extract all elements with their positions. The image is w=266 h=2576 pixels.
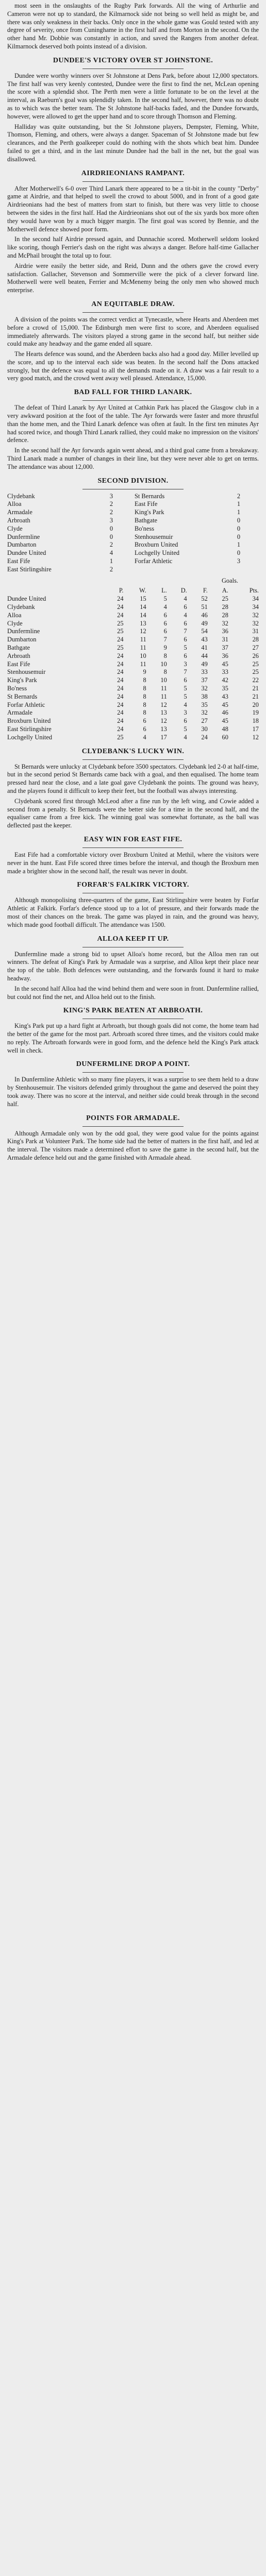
- result-home-score: 2: [109, 541, 113, 549]
- article-paragraph: most seen in the onslaughts of the Rugby Park forwards. All the wing of Arthurlie and Cameron were not up to standard, the Kilmarnock side not being so well held as might be, and there was only weakness in their backs. Only once in the whole game was Gould tested with any degree of severity, once from Cuninghame in the first half and from Morton in the second. On the other hand Mr. Dobbie was constantly in action, and saved the Rangers from another defeat. Kilmarnock deserved both points instead of a division.: [7, 2, 259, 50]
- league-stat-cell: 6: [184, 676, 187, 684]
- result-away-team: Bo'ness: [134, 524, 155, 532]
- article-paragraph: King's Park put up a hard fight at Arbroath, but though goals did not come, the home team had the better of the game for the most part. Arbroath scored three times, and the visitors could make no reply. The Arbroath forwards were in good form, and the defence held the King's Park attack well in check.: [7, 1022, 259, 1054]
- league-stat-cell: 10: [160, 676, 167, 684]
- result-away-score: 1: [237, 541, 241, 549]
- league-stat-cell: 6: [184, 652, 187, 659]
- bottom-article-0: [7, 747, 259, 830]
- bottom-article-1: [7, 835, 259, 875]
- league-stat-cell: 9: [143, 668, 146, 676]
- result-away-team: [135, 566, 234, 574]
- league-stat-cell: 3: [184, 709, 187, 717]
- league-stat-cell: 6: [163, 628, 167, 635]
- league-stat-cell: 15: [140, 595, 146, 603]
- league-stat-cell: 4: [184, 733, 187, 741]
- league-stat-cell: 24: [117, 595, 124, 603]
- league-stat-cell: 5: [184, 692, 187, 700]
- league-stat-cell: 13: [160, 709, 167, 717]
- league-stat-cell: 7: [184, 628, 187, 635]
- article-headline: CLYDEBANK'S LUCKY WIN.: [81, 747, 185, 755]
- article-paragraph: Clydebank scored first through McLeod after a fine run by the left wing, and Cowie added a second from a penalty. St Bernards were the better side for a time in the second half, and the equaliser came from a free kick. The winning goal was somewhat fortunate, as the ball was deflected past the keeper.: [7, 797, 259, 829]
- result-home-score: 0: [109, 524, 113, 532]
- headline-rule: [82, 759, 183, 760]
- league-stat-cell: 35: [222, 684, 228, 692]
- league-stat-cell: 8: [163, 652, 167, 659]
- result-home-team: Dundee United: [7, 549, 46, 557]
- top-article-0: [7, 2, 259, 51]
- league-row: [7, 717, 259, 725]
- league-stat-cell: 34: [252, 595, 259, 603]
- league-team-name: Forfar Athletic: [7, 701, 45, 708]
- league-stat-cell: 17: [252, 725, 259, 733]
- league-row: [7, 676, 259, 685]
- league-stat-cell: 35: [201, 701, 208, 708]
- league-stat-cell: 4: [163, 603, 167, 611]
- league-stat-cell: 43: [201, 636, 208, 643]
- league-stat-cell: 4: [184, 595, 187, 603]
- league-stat-cell: 31: [252, 628, 259, 635]
- league-stat-cell: 25: [252, 668, 259, 676]
- league-stat-cell: 19: [252, 709, 259, 717]
- league-stat-cell: 24: [117, 717, 124, 725]
- league-stat-cell: 25: [117, 644, 124, 651]
- league-header-cell: P.: [119, 587, 124, 595]
- headline-rule: [82, 1072, 183, 1073]
- result-home-score: 2: [109, 500, 113, 508]
- league-stat-cell: 26: [252, 652, 259, 659]
- top-article-2: [7, 169, 259, 295]
- result-home-score: 1: [109, 557, 113, 565]
- league-stat-cell: 31: [222, 636, 228, 643]
- result-home-score: 2: [109, 565, 113, 573]
- article-paragraph: Airdrie were easily the better side, and Reid, Dunn and the others gave the crowd every satisfaction. Gallacher, Stevenson and Sommerville were the pick of a clever forward line. Motherwell were well beaten, Ferrier and McMenemy being the only men who showed much enterprise.: [7, 262, 259, 294]
- league-stat-cell: 22: [252, 676, 259, 684]
- league-stat-cell: 13: [140, 619, 146, 627]
- result-away-score: 1: [237, 509, 241, 516]
- league-stat-cell: 28: [252, 636, 259, 643]
- result-home-team: Arbroath: [7, 517, 30, 524]
- article-headline: EASY WIN FOR EAST FIFE.: [84, 835, 182, 843]
- league-stat-cell: 24: [117, 636, 124, 643]
- article-headline: ALLOA KEEP IT UP.: [97, 935, 169, 943]
- league-team-name: Clyde: [7, 619, 23, 627]
- league-stat-cell: 5: [184, 725, 187, 733]
- league-stat-cell: 8: [143, 709, 146, 717]
- article-paragraph: Dunfermline made a strong bid to upset Alloa's home record, but the Alloa men ran out winners. The defeat of King's Park by Armadale was a surprise, and Alloa kept their place near the top of the table. Both defences were outstanding, and the forwards found it hard to make headway.: [7, 950, 259, 982]
- league-stat-cell: 60: [222, 733, 228, 741]
- article-headline: AN EQUITABLE DRAW.: [91, 300, 175, 308]
- league-stat-cell: 12: [160, 717, 167, 725]
- result-away-team: Bathgate: [134, 517, 158, 524]
- league-stat-cell: 24: [117, 701, 124, 708]
- league-stat-cell: 24: [117, 668, 124, 676]
- league-row: [7, 660, 259, 669]
- article-paragraph: In the second half the Ayr forwards again went ahead, and a third goal came from a breakaway. Third Lanark made a number of changes in their line, but they were never able to get on terms. The attendance was about 12,000.: [7, 447, 259, 470]
- result-away-team: King's Park: [134, 509, 164, 516]
- league-stat-cell: 24: [117, 676, 124, 684]
- league-team-name: Dundee United: [7, 595, 46, 603]
- league-stat-cell: 21: [252, 684, 259, 692]
- league-stat-cell: 48: [222, 725, 228, 733]
- league-row: [7, 628, 259, 636]
- result-away-team: St Bernards: [134, 492, 165, 500]
- league-stat-cell: 25: [252, 660, 259, 668]
- league-stat-cell: 8: [143, 684, 146, 692]
- goals-heading: Goals.: [221, 577, 238, 584]
- bottom-article-5: [7, 1060, 259, 1108]
- second-division-section: [7, 477, 259, 742]
- league-stat-cell: 11: [140, 644, 146, 651]
- article-paragraph: Dundee were worthy winners over St Johnstone at Dens Park, before about 12,000 spectators. The first half was very keenly contested, Dundee were the first to find the net, McLean opening the score with a splendid shot. The Perth men were a little fortunate to be on the level at the interval, as Raeburn's goal was splendidly taken. In the second half, however, there was no doubt as to which was the better team. The St Johnstone half-backs faded, and the Dundee forwards, however, were allowed to get the upper hand and to score through Thomson and Fleming.: [7, 72, 259, 120]
- league-row: [7, 725, 259, 734]
- league-header-cell: D.: [180, 587, 187, 595]
- league-row: [7, 595, 259, 603]
- league-stat-cell: 28: [222, 603, 228, 611]
- league-stat-cell: 8: [143, 692, 146, 700]
- league-row: [7, 620, 259, 628]
- league-team-name: Alloa: [7, 611, 22, 619]
- league-table: [7, 587, 259, 741]
- result-home-team: Dumbarton: [7, 541, 37, 549]
- league-stat-cell: 45: [222, 660, 228, 668]
- league-stat-cell: 30: [201, 725, 208, 733]
- headline-rule: [82, 312, 183, 313]
- article-paragraph: In the second half Alloa had the wind behind them and were soon in front. Dunfermline rallied, but could not find the net, and Alloa held out to the finish.: [7, 985, 259, 1001]
- result-home-team: East Fife: [7, 557, 30, 565]
- league-stat-cell: 24: [117, 660, 124, 668]
- league-stat-cell: 10: [160, 660, 167, 668]
- bottom-article-2: [7, 880, 259, 929]
- top-article-3: [7, 300, 259, 383]
- league-stat-cell: 32: [252, 611, 259, 619]
- result-away-score: [237, 566, 259, 574]
- league-stat-cell: 32: [252, 619, 259, 627]
- league-stat-cell: 4: [184, 701, 187, 708]
- league-stat-cell: 5: [184, 644, 187, 651]
- league-stat-cell: 24: [117, 611, 124, 619]
- league-stat-cell: 25: [222, 595, 228, 603]
- section-headline: SECOND DIVISION.: [97, 477, 169, 485]
- article-paragraph: A division of the points was the correct verdict at Tynecastle, where Hearts and Aberdeen met before a crowd of 15,000. The Edinburgh men were first to score, and Aberdeen equalised immediately afterwards. The visitors played a strong game in the second half, but neither side could make any headway and the game ended all square.: [7, 315, 259, 348]
- league-stat-cell: 37: [201, 676, 208, 684]
- league-stat-cell: 25: [117, 619, 124, 627]
- league-stat-cell: 27: [252, 644, 259, 651]
- league-stat-cell: 6: [184, 636, 187, 643]
- league-stat-cell: 17: [160, 733, 167, 741]
- league-stat-cell: 41: [201, 644, 208, 651]
- result-away-score: 0: [237, 533, 241, 540]
- result-home-score: 2: [109, 509, 113, 516]
- league-stat-cell: 13: [160, 725, 167, 733]
- result-home-team: Alloa: [7, 500, 22, 508]
- league-stat-cell: 21: [252, 692, 259, 700]
- result-home-team: Clydebank: [7, 492, 35, 500]
- league-stat-cell: 5: [163, 595, 167, 603]
- article-paragraph: The defeat of Third Lanark by Ayr United at Cathkin Park has placed the Glasgow club in a very awkward position at the foot of the table. The Ayr forwards were faster and more thrustful than the home men, and the Third Lanark defence was often at fault. In the first ten minutes Ayr had scored twice, and though Third Lanark rallied, they could make no impression on the visitors' defence.: [7, 404, 259, 444]
- result-away-team: East Fife: [134, 500, 158, 508]
- league-header-cell: F.: [203, 587, 208, 595]
- league-stat-cell: 32: [222, 619, 228, 627]
- league-stat-cell: 54: [201, 628, 208, 635]
- league-stat-cell: 5: [184, 684, 187, 692]
- article-headline: DUNDEE'S VICTORY OVER ST JOHNSTONE.: [53, 56, 213, 64]
- article-paragraph: East Fife had a comfortable victory over Broxburn United at Methil, where the visitors were never in the hunt. East Fife scored three times before the interval, and though the Broxburn men made a brighter show in the second half, the result was never in doubt.: [7, 851, 259, 875]
- league-stat-cell: 36: [222, 652, 228, 659]
- league-team-name: Stenhousemuir: [7, 668, 46, 676]
- league-stat-cell: 24: [117, 692, 124, 700]
- league-header-cell: Pts.: [249, 587, 259, 595]
- league-header-cell: [7, 587, 103, 595]
- league-stat-cell: 42: [222, 676, 228, 684]
- league-stat-cell: 8: [143, 701, 146, 708]
- league-stat-cell: 14: [140, 611, 146, 619]
- result-away-team: Forfar Athletic: [134, 557, 173, 565]
- league-stat-cell: 33: [222, 668, 228, 676]
- article-headline: POINTS FOR ARMADALE.: [86, 1114, 180, 1122]
- result-away-team: Stenhousemuir: [134, 533, 173, 540]
- result-away-score: 1: [237, 500, 241, 508]
- result-away-team: Broxburn United: [134, 541, 178, 549]
- league-stat-cell: 8: [163, 668, 167, 676]
- league-team-name: Broxburn United: [7, 717, 51, 725]
- article-paragraph: St Bernards were unlucky at Clydebank before 3500 spectators. Clydebank led 2-0 at half-time, but in the second period St Bernards came back with a goal, and then equalised. The home team pressed hard near the close, and a late goal gave Clydebank the points. The ground was heavy, and the players found it difficult to keep their feet, but the football was always interesting.: [7, 762, 259, 794]
- article-paragraph: After Motherwell's 6-0 over Third Lanark there appeared to be a tit-bit in the county "Derby" game at Airdrie, and that helped to swell the crowd to about 5000, and in front of a good gate Airdrieonians had the best of matters from start to finish, but there was very little to choose between the sides in the first half. Had the Airdrieonians shot out of the six yards box more often they would have won by a much bigger margin. The first goal was scored by Bennie, and the Motherwell defence showed poor form.: [7, 184, 259, 233]
- article-headline: DUNFERMLINE DROP A POINT.: [76, 1060, 190, 1069]
- league-stat-cell: 52: [201, 595, 208, 603]
- league-stat-cell: 24: [117, 725, 124, 733]
- league-stat-cell: 24: [117, 684, 124, 692]
- league-team-name: Dunfermline: [7, 628, 40, 635]
- league-team-name: Clydebank: [7, 603, 35, 611]
- league-stat-cell: 24: [117, 709, 124, 717]
- league-stat-cell: 33: [201, 668, 208, 676]
- league-stat-cell: 44: [201, 652, 208, 659]
- league-stat-cell: 32: [201, 709, 208, 717]
- article-headline: KING'S PARK BEATEN AT ARBROATH.: [63, 1007, 203, 1015]
- league-stat-cell: 4: [143, 733, 146, 741]
- league-stat-cell: 45: [222, 701, 228, 708]
- league-stat-cell: 12: [160, 701, 167, 708]
- league-stat-cell: 11: [140, 660, 146, 668]
- league-stat-cell: 45: [222, 717, 228, 725]
- league-team-name: East Stirlingshire: [7, 725, 52, 733]
- league-row: [7, 612, 259, 620]
- league-stat-cell: 6: [163, 619, 167, 627]
- result-away-score: 0: [237, 524, 241, 532]
- league-stat-cell: 27: [201, 717, 208, 725]
- league-stat-cell: 49: [201, 619, 208, 627]
- league-team-name: Bathgate: [7, 644, 30, 651]
- result-home-score: 0: [109, 533, 113, 540]
- league-row: [7, 668, 259, 676]
- league-stat-cell: 6: [184, 619, 187, 627]
- league-stat-cell: 12: [252, 733, 259, 741]
- league-row: [7, 709, 259, 717]
- league-row: [7, 734, 259, 742]
- result-home-team: Clyde: [7, 524, 23, 532]
- league-stat-cell: 18: [252, 717, 259, 725]
- article-paragraph: Halliday was quite outstanding, but the St Johnstone players, Dempster, Fleming, White, Thomson, Fleming, and others, were always a danger. Spaceman of St Johnstone made but few clearances, and the Perth goalkeeper could do nothing with the shots which beat him. Dundee failed to get a third, and in the last minute Dundee had the ball in the net, but the goal was disallowed.: [7, 123, 259, 163]
- result-home-team: East Stirlingshire: [7, 565, 52, 573]
- league-row: [7, 652, 259, 660]
- headline-rule: [82, 1126, 183, 1127]
- league-stat-cell: 36: [222, 628, 228, 635]
- league-stat-cell: 7: [163, 636, 167, 643]
- bottom-article-4: [7, 1006, 259, 1055]
- league-header-cell: A.: [222, 587, 228, 595]
- league-stat-cell: 6: [163, 611, 167, 619]
- article-headline: AIRDRIEONIANS RAMPANT.: [81, 169, 185, 177]
- league-stat-cell: 46: [222, 709, 228, 717]
- bottom-article-6: [7, 1114, 259, 1162]
- result-away-score: 3: [237, 557, 241, 565]
- league-row: [7, 644, 259, 652]
- article-paragraph: In Dunfermline Athletic with so many fine players, it was a surprise to see them held to a draw by Stenhousemuir. The visitors defended grimly throughout the game and deserved the point they took away. There was no score at the interval, and neither side could break through in the second half.: [7, 1076, 259, 1108]
- league-stat-cell: 4: [184, 611, 187, 619]
- results-grid: [7, 493, 259, 574]
- league-header-cell: W.: [139, 587, 146, 595]
- league-stat-cell: 34: [252, 603, 259, 611]
- league-row: [7, 685, 259, 693]
- league-row: [7, 701, 259, 709]
- result-home-team: Dunfermline: [7, 533, 40, 540]
- league-team-name: King's Park: [7, 676, 37, 684]
- league-team-name: Arbroath: [7, 652, 30, 659]
- league-stat-cell: 43: [222, 692, 228, 700]
- league-stat-cell: 6: [184, 603, 187, 611]
- league-stat-cell: 24: [117, 603, 124, 611]
- league-stat-cell: 25: [117, 733, 124, 741]
- league-team-name: Dumbarton: [7, 636, 37, 643]
- league-stat-cell: 11: [160, 684, 167, 692]
- league-stat-cell: 6: [184, 717, 187, 725]
- bottom-article-3: [7, 935, 259, 1002]
- top-article-1: [7, 56, 259, 164]
- league-stat-cell: 11: [140, 636, 146, 643]
- headline-rule: [82, 181, 183, 182]
- article-paragraph: Although monopolising three-quarters of the game, East Stirlingshire were beaten by Forfar Athletic at Falkirk. Forfar's defence stood up to a lot of pressure, and their forwards made the most of their chances on the break. The game was played in rain, and the ground was heavy, which made good football difficult. The attendance was 1500.: [7, 896, 259, 928]
- league-team-name: Lochgelly United: [7, 733, 53, 741]
- league-stat-cell: 24: [201, 733, 208, 741]
- league-stat-cell: 38: [201, 692, 208, 700]
- article-paragraph: The Hearts defence was sound, and the Aberdeen backs also had a good day. Miller levelled up the score, and up to the interval each side was beaten. In the second half the Dons attacked strongly, but the defence was equal to all the demands made on it. A draw was a fair result to a very good match, and the crowd went away well pleased. Attendance, 15,000.: [7, 350, 259, 382]
- league-team-name: Bo'ness: [7, 684, 27, 692]
- result-away-team: Lochgelly United: [134, 549, 180, 557]
- league-stat-cell: 10: [140, 652, 146, 659]
- result-home-score: 3: [109, 492, 113, 500]
- league-stat-cell: 28: [222, 611, 228, 619]
- league-stat-cell: 9: [163, 644, 167, 651]
- league-stat-cell: 24: [117, 652, 124, 659]
- headline-rule: [82, 400, 183, 401]
- league-stat-cell: 20: [252, 701, 259, 708]
- league-stat-cell: 11: [160, 692, 167, 700]
- article-headline: FORFAR'S FALKIRK VICTORY.: [77, 881, 189, 889]
- result-away-score: 2: [237, 492, 241, 500]
- league-stat-cell: 25: [117, 628, 124, 635]
- league-stat-cell: 49: [201, 660, 208, 668]
- league-stat-cell: 6: [143, 717, 146, 725]
- league-team-name: St Bernards: [7, 692, 38, 700]
- league-header-cell: L.: [161, 587, 167, 595]
- result-home-score: 3: [109, 517, 113, 524]
- league-stat-cell: 6: [143, 725, 146, 733]
- league-stat-cell: 14: [140, 603, 146, 611]
- league-row: [7, 603, 259, 612]
- league-header-row: [7, 587, 259, 595]
- league-stat-cell: 8: [143, 676, 146, 684]
- result-home-team: Armadale: [7, 509, 32, 516]
- league-team-name: Armadale: [7, 709, 32, 717]
- league-row: [7, 636, 259, 644]
- league-stat-cell: 32: [201, 684, 208, 692]
- league-stat-cell: 51: [201, 603, 208, 611]
- league-stat-cell: 3: [184, 660, 187, 668]
- league-team-name: East Fife: [7, 660, 30, 668]
- top-article-4: [7, 388, 259, 471]
- article-headline: BAD FALL FOR THIRD LANARK.: [74, 388, 192, 397]
- league-row: [7, 693, 259, 701]
- article-paragraph: Although Armadale only won by the odd goal, they were good value for the points against King's Park at Volunteer Park. The home side had the better of matters in the first half, and led at the interval. The visitors made a determined effort to save the game in the second half, but the Armadale defence held out and the game finished with Armadale ahead.: [7, 1129, 259, 1162]
- article-paragraph: In the second half Airdrie pressed again, and Dunnachie scored. Motherwell seldom looked like scoring, though Ferrier's dash on the right was always a danger. Before half-time Gallacher and McPhail brought the total up to four.: [7, 235, 259, 259]
- result-home-score: 4: [109, 549, 113, 557]
- league-stat-cell: 46: [201, 611, 208, 619]
- league-stat-cell: 37: [222, 644, 228, 651]
- league-stat-cell: 12: [140, 628, 146, 635]
- result-away-score: 0: [237, 549, 241, 557]
- result-away-score: 0: [237, 517, 241, 524]
- league-stat-cell: 7: [184, 668, 187, 676]
